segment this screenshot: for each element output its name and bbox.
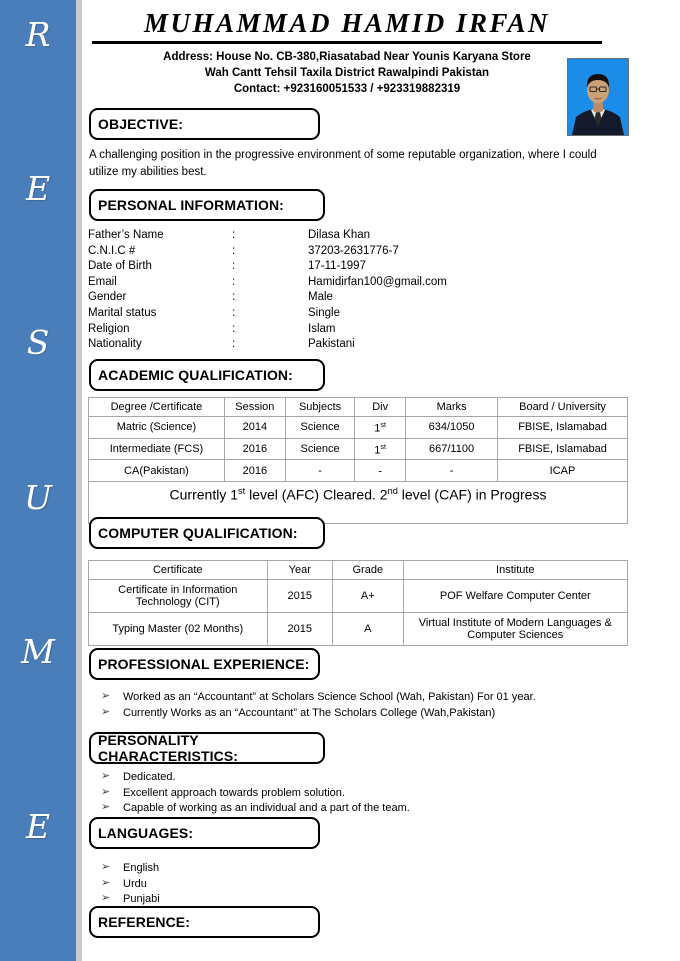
arrow-bullet-icon: ➢ (101, 690, 111, 702)
list-item (89, 801, 410, 817)
personal-info-value: 17-11-1997 (308, 260, 366, 273)
cell-session: 2016 (224, 438, 285, 460)
column-header-year: Year (267, 561, 332, 580)
computer-qualification-table (88, 560, 628, 646)
cell-marks: 634/1050 (406, 417, 498, 439)
academic-progress-note: Currently 1st level (AFC) Cleared. 2nd level (CAF) in Progress (89, 481, 628, 523)
section-heading-personal-information: PERSONAL INFORMATION: (89, 189, 325, 221)
personal-info-label: Marital status (88, 306, 157, 319)
arrow-bullet-icon: ➢ (101, 876, 111, 889)
list-item (89, 706, 536, 722)
list-item-label: Urdu (123, 877, 147, 890)
list-item (89, 690, 536, 706)
table-header-row (89, 398, 628, 417)
table-row (89, 613, 628, 646)
personal-info-label: Father’s Name (88, 229, 164, 241)
sidebar-letter-e1: E (25, 169, 51, 208)
list-item-label: Worked as an “Accountant” at Scholars Science School (Wah, Pakistan) For 01 year. (123, 691, 536, 703)
personal-info-row (88, 306, 447, 322)
personal-info-row (88, 275, 447, 291)
personal-info-separator: : (232, 229, 236, 241)
personal-info-label: Gender (88, 291, 127, 304)
list-item-label: Capable of working as an individual and a part of the team. (123, 802, 410, 814)
sidebar-letter-m: M (21, 632, 55, 671)
table-row (89, 417, 628, 439)
list-item (89, 770, 410, 786)
column-header-board: Board / University (498, 398, 628, 417)
personal-info-value: Single (308, 306, 340, 319)
personal-info-separator: : (232, 260, 236, 273)
personal-info-label: C.N.I.C # (88, 244, 136, 257)
column-header-institute: Institute (403, 561, 627, 580)
list-item (89, 786, 410, 802)
sidebar-letter-s: S (26, 323, 50, 362)
list-item (89, 877, 160, 893)
personal-info-label: Date of Birth (88, 260, 152, 273)
personal-info-value: Dilasa Khan (308, 229, 371, 241)
passport-photo-icon (568, 59, 628, 135)
objective-text: A challenging position in the progressive environment of some reputable organization, where I could utilize my abilities best. (89, 149, 597, 178)
cell-grade: A+ (333, 580, 404, 613)
cell-marks: - (406, 460, 498, 482)
column-header-certificate: Certificate (89, 561, 268, 580)
personal-info-value: 37203-2631776-7 (308, 244, 399, 257)
arrow-bullet-icon: ➢ (101, 892, 111, 904)
resume-page (82, 0, 680, 961)
arrow-bullet-icon: ➢ (101, 801, 111, 813)
personal-info-separator: : (232, 244, 236, 257)
cell-certificate: Typing Master (02 Months) (89, 613, 268, 646)
section-heading-professional-experience: PROFESSIONAL EXPERIENCE: (89, 648, 320, 680)
cell-board: ICAP (498, 460, 628, 482)
cell-session: 2016 (224, 460, 285, 482)
personal-info-row (88, 337, 447, 353)
personal-info-separator: : (232, 306, 236, 319)
personality-characteristics-list (89, 770, 410, 817)
cell-subjects: Science (285, 438, 355, 460)
personal-info-separator: : (232, 275, 236, 288)
cell-div: 1st (355, 417, 406, 439)
column-header-subjects: Subjects (285, 398, 355, 417)
cell-subjects: - (285, 460, 355, 482)
list-item (89, 861, 160, 877)
personal-info-value: Islam (308, 322, 336, 335)
cell-degree: Intermediate (FCS) (89, 438, 225, 460)
cell-session: 2014 (224, 417, 285, 439)
section-heading-objective: OBJECTIVE: (89, 108, 320, 140)
section-heading-languages: LANGUAGES: (89, 817, 320, 849)
personal-info-row (88, 259, 447, 275)
arrow-bullet-icon: ➢ (101, 861, 111, 873)
column-header-marks: Marks (406, 398, 498, 417)
table-header-row (89, 561, 628, 580)
personal-info-row (88, 244, 447, 260)
section-heading-personality-characteristics: PERSONALITY CHARACTERISTICS: (89, 732, 325, 764)
cell-marks: 667/1100 (406, 438, 498, 460)
column-header-grade: Grade (333, 561, 404, 580)
list-item-label: English (123, 862, 160, 874)
table-row (89, 460, 628, 482)
cell-div: - (355, 460, 406, 482)
section-heading-computer-qualification: COMPUTER QUALIFICATION: (89, 517, 325, 549)
address-line-1: Address: House No. CB-380,Riasatabad Near Younis Karyana Store (163, 51, 531, 64)
personal-information-list (88, 228, 447, 353)
personal-info-separator: : (232, 322, 236, 335)
arrow-bullet-icon: ➢ (101, 785, 111, 798)
column-header-div: Div (355, 398, 406, 417)
contact-line: Contact: +923160051533 / +923319882319 (233, 83, 461, 96)
list-item-label: Currently Works as an “Accountant” at The Scholars College (Wah,Pakistan) (123, 706, 496, 719)
personal-info-label: Email (88, 275, 117, 288)
section-heading-academic-qualification: ACADEMIC QUALIFICATION: (89, 359, 325, 391)
cell-year: 2015 (267, 613, 332, 646)
list-item-label: Excellent approach towards problem solution. (123, 786, 345, 799)
cell-subjects: Science (285, 417, 355, 439)
list-item-label: Dedicated. (123, 771, 176, 783)
personal-info-label: Religion (88, 322, 130, 335)
cell-degree: Matric (Science) (89, 417, 225, 439)
cell-institute: POF Welfare Computer Center (403, 580, 627, 613)
page-title: MUHAMMAD HAMID IRFAN (92, 8, 602, 44)
cell-institute: Virtual Institute of Modern Languages & Computer Sciences (403, 613, 627, 646)
arrow-bullet-icon: ➢ (101, 770, 111, 782)
cell-board: FBISE, Islamabad (498, 417, 628, 439)
personal-info-row (88, 228, 447, 244)
resume-sidebar (0, 0, 76, 961)
academic-qualification-table (88, 397, 628, 524)
personal-info-value: Male (308, 291, 333, 304)
address-line-2: Wah Cantt Tehsil Taxila District Rawalpindi Pakistan (204, 67, 490, 80)
cell-board: FBISE, Islamabad (498, 438, 628, 460)
column-header-session: Session (224, 398, 285, 417)
table-row (89, 438, 628, 460)
cell-year: 2015 (267, 580, 332, 613)
personal-info-value: Pakistani (308, 338, 355, 351)
sidebar-letter-r: R (25, 15, 51, 54)
personal-info-row (88, 322, 447, 338)
list-item-label: Punjabi (123, 893, 160, 905)
personal-info-value: Hamidirfan100@gmail.com (308, 275, 447, 288)
column-header-degree: Degree /Certificate (89, 398, 225, 417)
personal-info-separator: : (232, 291, 236, 304)
avatar (567, 58, 629, 136)
arrow-bullet-icon: ➢ (101, 705, 111, 718)
cell-div: 1st (355, 438, 406, 460)
sidebar-letter-e2: E (25, 807, 51, 846)
sidebar-letter-u: U (24, 478, 52, 517)
table-row (89, 580, 628, 613)
languages-list (89, 861, 160, 908)
personal-info-separator: : (232, 338, 236, 351)
cell-degree: CA(Pakistan) (89, 460, 225, 482)
personal-info-label: Nationality (88, 338, 142, 351)
cell-grade: A (333, 613, 404, 646)
personal-info-row (88, 290, 447, 306)
section-heading-reference: REFERENCE: (89, 906, 320, 938)
cell-certificate: Certificate in Information Technology (CIT) (89, 580, 268, 613)
professional-experience-list (89, 690, 536, 721)
